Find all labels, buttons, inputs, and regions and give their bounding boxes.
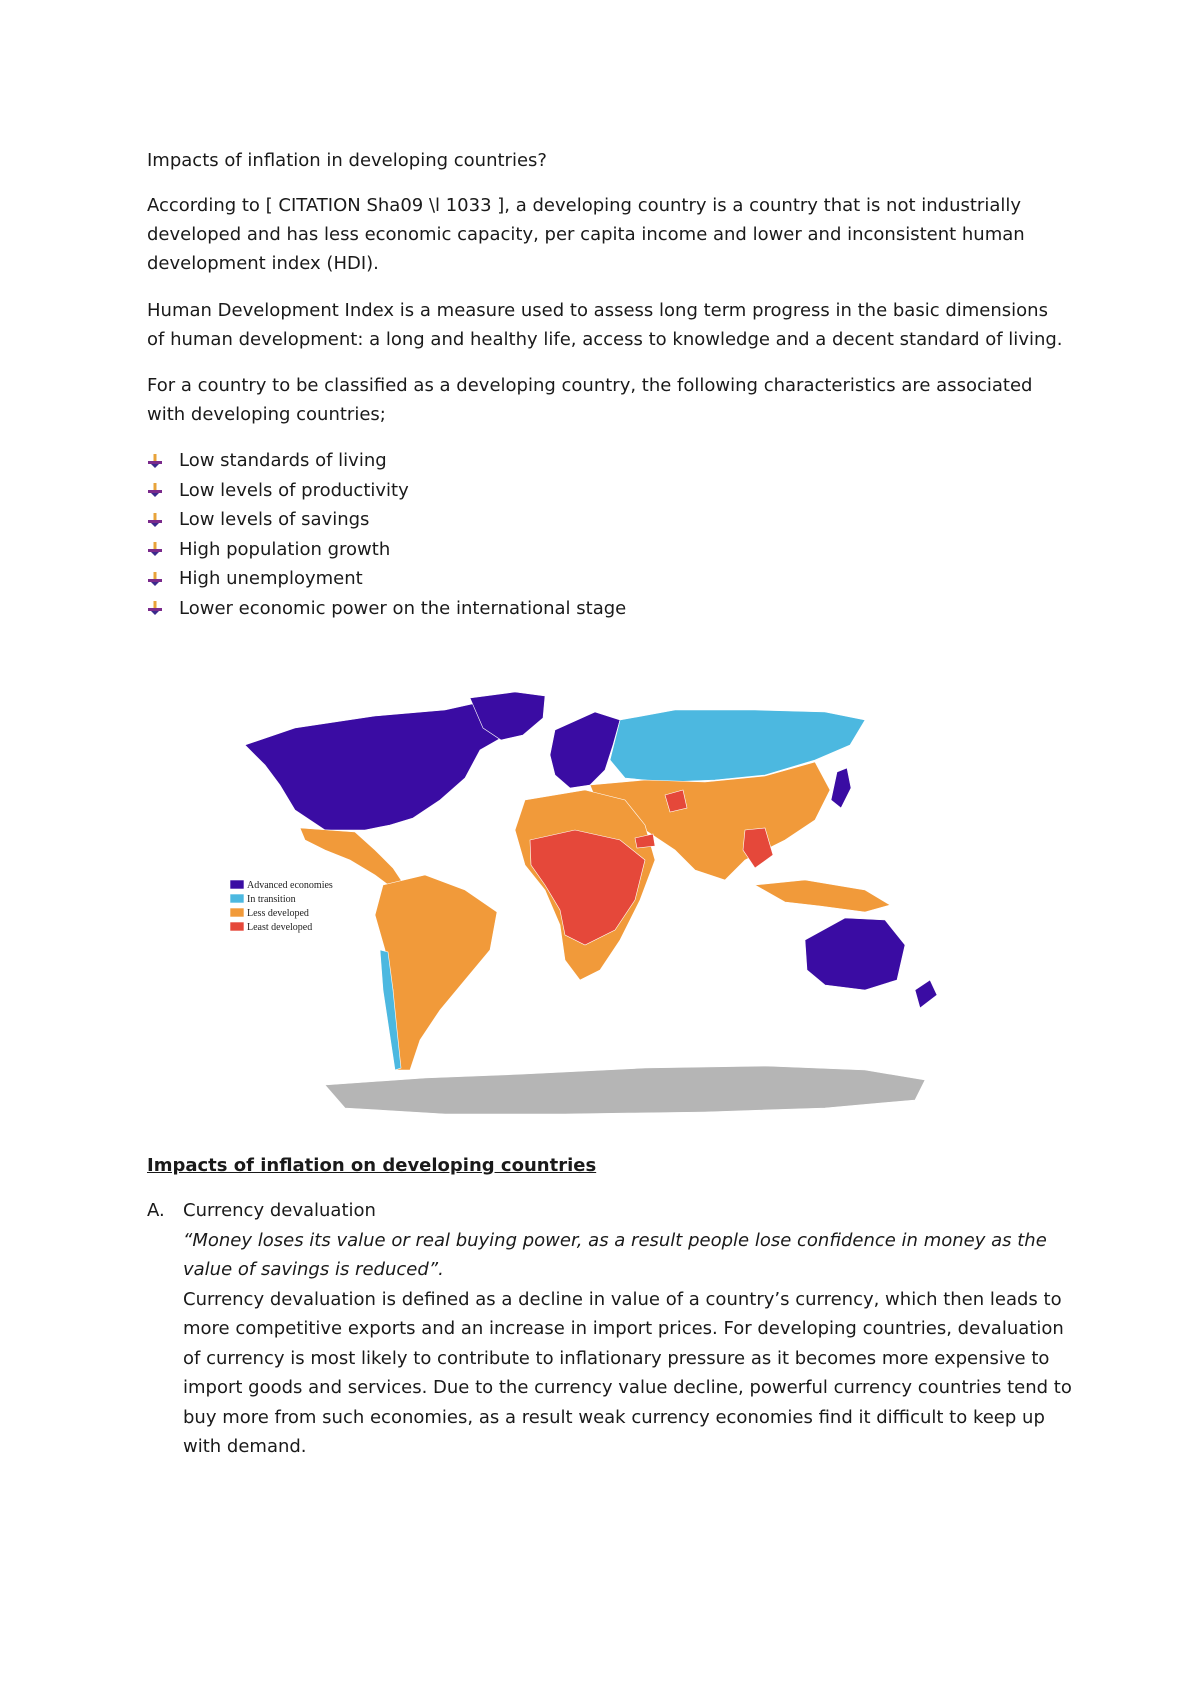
characteristic-label: High population growth — [179, 538, 391, 560]
item-quote: “Money loses its value or real buying power, as a result people lose confidence in money as the value of savings is reduced”. — [183, 1229, 1047, 1280]
item-title: Currency devaluation — [183, 1200, 376, 1221]
paragraph-characteristics: For a country to be classified as a developing country, the following characteristics are associated with developing countries; — [147, 375, 1033, 425]
item-description: Currency devaluation is defined as a decline in value of a country’s currency, which then leads to more competitive exports and an increase in import prices. For developing countries, devaluation of currency is most likely to contribute to inflationary pressure as it becomes more expensive to import goods and services. Due to the currency value decline, powerful currency countries tend to buy more from such economies, as a result weak currency economies find it difficult to keep up with demand. — [183, 1288, 1072, 1457]
paragraph-hdi: Human Development Index is a measure used to assess long term progress in the basic dimensions of human development: a long and healthy life, access to knowledge and a decent standard of living. — [147, 300, 1063, 350]
characteristic-label: Lower economic power on the international stage — [179, 597, 627, 619]
region-antarctica — [325, 1066, 925, 1114]
region-russia — [610, 710, 865, 782]
map-legend — [230, 880, 333, 933]
title-line: Impacts of inflation in developing countries? — [147, 150, 547, 171]
legend-swatch-transition — [230, 894, 244, 903]
arrow-bullet-icon — [147, 512, 163, 528]
characteristics-list — [147, 446, 1047, 623]
legend-label-less: Less developed — [247, 908, 309, 919]
list-item — [147, 594, 1047, 624]
legend-swatch-advanced — [230, 880, 244, 889]
legend-swatch-least — [230, 922, 244, 931]
list-item — [147, 535, 1047, 565]
legend-label-transition: In transition — [247, 894, 296, 905]
legend-swatch-less — [230, 908, 244, 917]
paragraph-definition: According to [ CITATION Sha09 \l 1033 ], a developing country is a country that is not industrially developed and has less economic capacity, per capita income and lower and inconsistent human development index (HDI). — [147, 195, 1025, 274]
region-europe — [550, 712, 620, 788]
arrow-bullet-icon — [147, 541, 163, 557]
legend-label-least: Least developed — [247, 922, 313, 933]
characteristic-label: Low standards of living — [179, 450, 387, 471]
section-heading: Impacts of inflation on developing countries — [147, 1155, 597, 1176]
arrow-bullet-icon — [147, 482, 163, 498]
region-japan — [831, 768, 851, 808]
map-landmasses — [245, 692, 937, 1114]
list-item — [147, 505, 1047, 535]
world-development-map — [225, 690, 1025, 1135]
item-marker: A. — [147, 1200, 165, 1221]
arrow-bullet-icon — [147, 600, 163, 616]
arrow-bullet-icon — [147, 571, 163, 587]
list-item — [147, 446, 1047, 476]
characteristic-label: High unemployment — [179, 568, 363, 589]
region-australia — [805, 918, 905, 990]
list-item — [147, 564, 1047, 594]
characteristic-label: Low levels of productivity — [179, 479, 409, 501]
arrow-bullet-icon — [147, 453, 163, 469]
region-africa-least — [530, 830, 645, 945]
item-body — [183, 1196, 1083, 1462]
legend-label-advanced: Advanced economies — [247, 880, 333, 891]
list-item — [147, 476, 1047, 506]
characteristic-label: Low levels of savings — [179, 509, 370, 530]
region-indonesia — [755, 880, 890, 912]
region-new-zealand — [915, 980, 937, 1008]
